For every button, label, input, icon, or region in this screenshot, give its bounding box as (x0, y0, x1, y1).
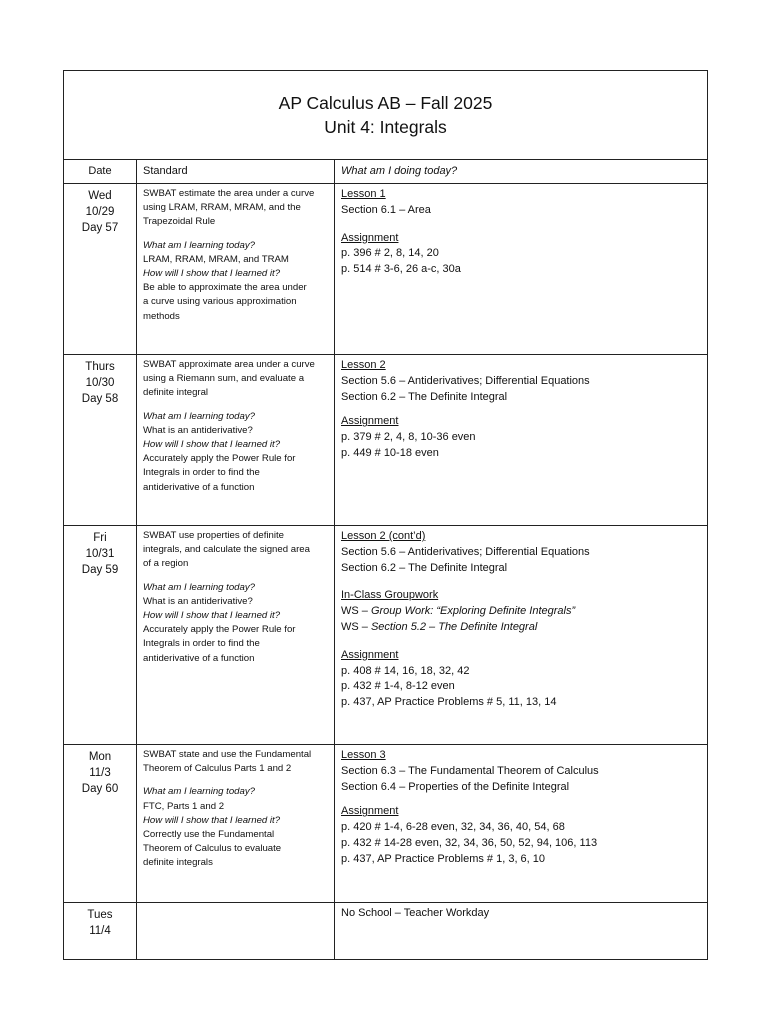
show-line: Integrals in order to find the (143, 467, 260, 479)
doing-cell (335, 184, 707, 354)
assignment-line: p. 420 # 1-4, 6-28 even, 32, 34, 36, 40, 54, 68 (341, 821, 565, 834)
header-doing: What am I doing today? (341, 165, 458, 177)
date-value: 11/3 (89, 767, 111, 779)
show-line: Theorem of Calculus to evaluate (143, 843, 282, 855)
assignment-line: p. 437, AP Practice Problems # 5, 11, 13, 14 (341, 696, 557, 709)
swbat-line: SWBAT state and use the Fundamental (143, 749, 312, 760)
date-value: 10/31 (85, 548, 115, 560)
day-name: Mon (88, 751, 112, 763)
show-line: a curve using various approximation (143, 296, 297, 308)
standard-cell (137, 184, 335, 354)
date-value: 10/29 (85, 206, 115, 218)
day-name: Tues (87, 909, 113, 921)
learning-line: LRAM, RRAM, MRAM, and TRAM (143, 253, 289, 265)
assignment-line: p. 379 # 2, 4, 8, 10-36 even (341, 431, 476, 444)
assignment-line: p. 396 # 2, 8, 14, 20 (341, 247, 439, 260)
standard-cell (137, 745, 335, 902)
swbat-line: of a region (143, 558, 189, 570)
date-value: 11/4 (89, 925, 111, 937)
day-number: Day 60 (81, 783, 119, 795)
learning-question: What am I learning today? (143, 410, 255, 422)
swbat-line: SWBAT approximate area under a curve (143, 359, 315, 370)
table-header-row (64, 159, 707, 184)
lesson-label: Lesson 3 (341, 749, 386, 761)
assignment-line: p. 449 # 10-18 even (341, 446, 439, 459)
day-number: Day 57 (81, 222, 119, 234)
day-name: Fri (93, 532, 107, 544)
lesson-label: Lesson 2 (341, 359, 386, 371)
day-name: Thurs (85, 361, 115, 373)
swbat-line: Trapezoidal Rule (143, 216, 216, 228)
day-name: Wed (88, 190, 112, 202)
day-number: Day 58 (81, 393, 119, 405)
swbat-line: integrals, and calculate the signed area (143, 544, 310, 556)
swbat-line: using LRAM, RRAM, MRAM, and the (143, 202, 301, 214)
assignment-label: Assignment (341, 231, 399, 244)
learning-line: What is an antiderivative? (143, 424, 253, 436)
doing-cell (335, 355, 707, 525)
assignment-line: p. 408 # 14, 16, 18, 32, 42 (341, 664, 470, 677)
section-line: Section 6.2 – The Definite Integral (341, 561, 508, 574)
show-question: How will I show that I learned it? (143, 814, 281, 826)
assignment-line: p. 432 # 1-4, 8-12 even (341, 680, 455, 693)
assignment-line: p. 514 # 3-6, 26 a-c, 30a (341, 263, 461, 276)
page-title: AP Calculus AB – Fall 2025 (278, 93, 493, 113)
table-row (64, 745, 707, 903)
assignment-line: p. 432 # 14-28 even, 32, 34, 36, 50, 52, 94, 106, 113 (341, 836, 598, 849)
title-block (64, 71, 707, 160)
header-date: Date (64, 159, 137, 183)
ws-prefix: WS – (341, 620, 371, 633)
show-line: methods (143, 310, 180, 322)
standard-cell (137, 526, 335, 744)
assignment-label: Assignment (341, 648, 399, 661)
date-cell (64, 526, 137, 744)
section-line: Section 5.6 – Antiderivatives; Differential Equations (341, 374, 590, 387)
lesson-label: Lesson 1 (341, 188, 386, 200)
standard-cell (137, 903, 335, 959)
day-number: Day 59 (81, 564, 119, 576)
show-question: How will I show that I learned it? (143, 610, 281, 622)
groupwork-label: In-Class Groupwork (341, 589, 439, 602)
date-cell (64, 184, 137, 354)
swbat-line: SWBAT estimate the area under a curve (143, 188, 315, 199)
date-cell (64, 745, 137, 902)
table-row (64, 526, 707, 745)
table-row (64, 903, 707, 959)
swbat-line: using a Riemann sum, and evaluate a (143, 373, 305, 385)
learning-question: What am I learning today? (143, 239, 255, 251)
learning-question: What am I learning today? (143, 786, 255, 798)
date-cell (64, 903, 137, 959)
show-line: antiderivative of a function (143, 481, 255, 493)
show-line: Be able to approximate the area under (143, 282, 307, 294)
lesson-label: Lesson 2 (cont’d) (341, 530, 426, 542)
ws-title: Group Work: “Exploring Definite Integrals” (370, 605, 576, 618)
swbat-line: definite integral (143, 387, 209, 399)
show-question: How will I show that I learned it? (143, 439, 281, 451)
swbat-line: Theorem of Calculus Parts 1 and 2 (143, 763, 292, 775)
page-subtitle: Unit 4: Integrals (324, 117, 447, 137)
ws-title: Section 5.2 – The Definite Integral (370, 620, 538, 633)
doing-cell (335, 526, 707, 744)
learning-line: FTC, Parts 1 and 2 (143, 800, 225, 812)
table-row (64, 184, 707, 355)
header-standard: Standard (137, 159, 335, 183)
show-line: Accurately apply the Power Rule for (143, 453, 296, 465)
doing-cell (335, 903, 707, 959)
assignment-label: Assignment (341, 805, 399, 818)
show-line: definite integrals (143, 857, 213, 869)
groupwork-line (341, 620, 701, 636)
date-cell (64, 355, 137, 525)
learning-question: What am I learning today? (143, 581, 255, 593)
section-line: Section 5.6 – Antiderivatives; Differential Equations (341, 545, 590, 558)
assignment-line: p. 437, AP Practice Problems # 1, 3, 6, 10 (341, 852, 546, 865)
show-line: Integrals in order to find the (143, 638, 260, 650)
groupwork-line (341, 604, 701, 620)
doing-cell (335, 745, 707, 902)
table-row (64, 355, 707, 526)
assignment-label: Assignment (341, 415, 399, 428)
section-line: Section 6.2 – The Definite Integral (341, 390, 508, 403)
date-value: 10/30 (85, 377, 115, 389)
standard-cell (137, 355, 335, 525)
swbat-line: SWBAT use properties of definite (143, 530, 284, 541)
ws-prefix: WS – (341, 605, 371, 618)
section-line: Section 6.4 – Properties of the Definite Integral (341, 780, 570, 793)
no-school-note: No School – Teacher Workday (341, 907, 490, 919)
section-line: Section 6.3 – The Fundamental Theorem of Calculus (341, 764, 599, 777)
section-line: Section 6.1 – Area (341, 203, 431, 216)
show-question: How will I show that I learned it? (143, 268, 281, 280)
show-line: Accurately apply the Power Rule for (143, 624, 296, 636)
learning-line: What is an antiderivative? (143, 595, 253, 607)
schedule-table (63, 70, 708, 960)
show-line: antiderivative of a function (143, 652, 255, 664)
show-line: Correctly use the Fundamental (143, 829, 275, 841)
